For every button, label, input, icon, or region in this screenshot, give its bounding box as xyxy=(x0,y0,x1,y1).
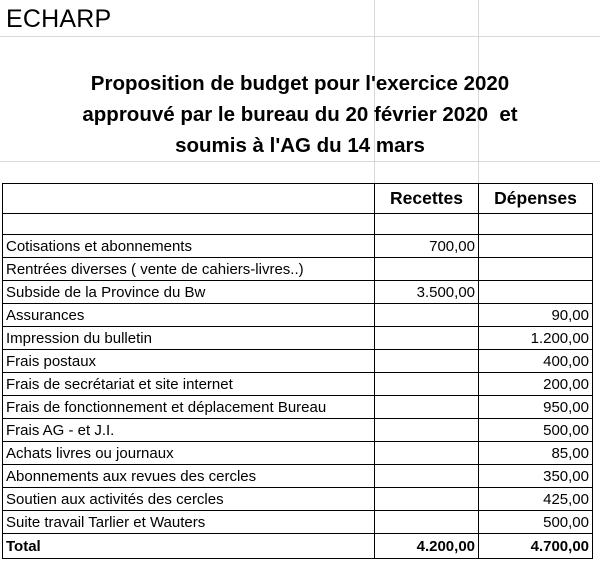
blank-cell xyxy=(479,214,593,235)
row-recettes xyxy=(375,396,479,419)
subtitle-line: Proposition de budget pour l'exercice 2020 xyxy=(90,72,510,95)
table-row xyxy=(3,350,593,373)
row-depenses: 1.200,00 xyxy=(479,327,593,350)
row-label: Soutien aux activités des cercles xyxy=(3,488,375,511)
row-recettes: 3.500,00 xyxy=(375,281,479,304)
row-depenses: 85,00 xyxy=(479,442,593,465)
table-row xyxy=(3,465,593,488)
row-depenses: 425,00 xyxy=(479,488,593,511)
row-label: Rentrées diverses ( vente de cahiers-livres..) xyxy=(3,258,375,281)
row-depenses: 400,00 xyxy=(479,350,593,373)
total-depenses: 4.700,00 xyxy=(479,534,593,559)
row-depenses: 200,00 xyxy=(479,373,593,396)
row-label: Frais de secrétariat et site internet xyxy=(3,373,375,396)
header-label-cell xyxy=(3,184,375,214)
row-label: Frais postaux xyxy=(3,350,375,373)
blank-cell xyxy=(375,214,479,235)
subtitle-line: soumis à l'AG du 14 mars xyxy=(175,134,425,157)
row-depenses: 500,00 xyxy=(479,511,593,534)
row-label: Cotisations et abonnements xyxy=(3,235,375,258)
row-recettes xyxy=(375,488,479,511)
row-label: Abonnements aux revues des cercles xyxy=(3,465,375,488)
blank-cell xyxy=(3,214,375,235)
table-blank-row xyxy=(3,214,593,235)
table-row xyxy=(3,373,593,396)
budget-table xyxy=(2,183,593,559)
row-depenses xyxy=(479,281,593,304)
row-label: Frais de fonctionnement et déplacement Bureau xyxy=(3,396,375,419)
row-recettes xyxy=(375,350,479,373)
row-recettes xyxy=(375,304,479,327)
subtitle-line: approuvé par le bureau du 20 février 2020 et xyxy=(82,103,518,126)
row-recettes xyxy=(375,373,479,396)
row-label: Impression du bulletin xyxy=(3,327,375,350)
document-title: ECHARP xyxy=(6,5,112,33)
row-label: Subside de la Province du Bw xyxy=(3,281,375,304)
table-row xyxy=(3,281,593,304)
table-row xyxy=(3,235,593,258)
table-row xyxy=(3,304,593,327)
budget-subtitle xyxy=(0,68,600,161)
total-recettes: 4.200,00 xyxy=(375,534,479,559)
table-row xyxy=(3,419,593,442)
table-row xyxy=(3,258,593,281)
row-recettes xyxy=(375,465,479,488)
row-depenses: 90,00 xyxy=(479,304,593,327)
row-recettes xyxy=(375,419,479,442)
row-label: Suite travail Tarlier et Wauters xyxy=(3,511,375,534)
grid-line xyxy=(0,161,600,162)
total-row xyxy=(3,534,593,559)
row-recettes xyxy=(375,442,479,465)
row-recettes xyxy=(375,511,479,534)
row-label: Frais AG - et J.I. xyxy=(3,419,375,442)
header-depenses: Dépenses xyxy=(479,184,593,214)
row-label: Achats livres ou journaux xyxy=(3,442,375,465)
row-depenses xyxy=(479,258,593,281)
total-label: Total xyxy=(3,534,375,559)
row-depenses xyxy=(479,235,593,258)
table-row xyxy=(3,396,593,419)
row-recettes: 700,00 xyxy=(375,235,479,258)
table-row xyxy=(3,488,593,511)
row-recettes xyxy=(375,327,479,350)
table-row xyxy=(3,511,593,534)
row-depenses: 500,00 xyxy=(479,419,593,442)
table-row xyxy=(3,327,593,350)
table-header-row xyxy=(3,184,593,214)
row-label: Assurances xyxy=(3,304,375,327)
row-depenses: 950,00 xyxy=(479,396,593,419)
row-depenses: 350,00 xyxy=(479,465,593,488)
row-recettes xyxy=(375,258,479,281)
table-row xyxy=(3,442,593,465)
grid-line xyxy=(0,36,600,37)
header-recettes: Recettes xyxy=(375,184,479,214)
